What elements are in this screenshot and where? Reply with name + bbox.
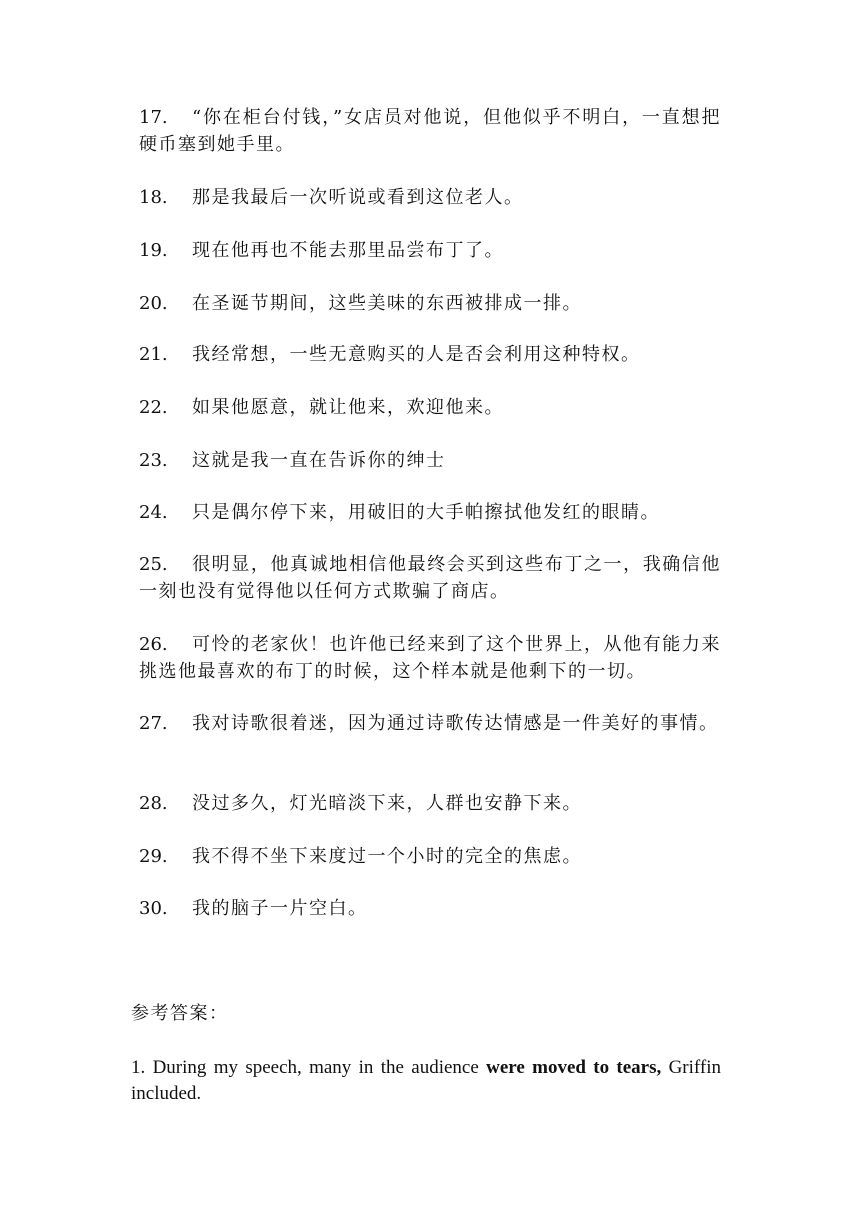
item-text: 我对诗歌很着迷，因为通过诗歌传达情感是一件美好的事情。 — [192, 713, 719, 734]
item-number: 20. — [139, 293, 168, 314]
answer-highlight: were moved to tears, — [486, 1057, 662, 1078]
list-item — [139, 290, 721, 317]
item-number: 28. — [139, 793, 168, 814]
answer-item — [131, 1055, 721, 1107]
list-item — [139, 499, 721, 526]
item-text: 这就是我一直在告诉你的绅士 — [192, 450, 446, 471]
item-text: 只是偶尔停下来，用破旧的大手帕擦拭他发红的眼睛。 — [192, 502, 660, 523]
item-number: 29. — [139, 846, 168, 867]
item-text: 我经常想，一些无意购买的人是否会利用这种特权。 — [192, 344, 641, 365]
list-item — [139, 631, 721, 685]
list-item — [139, 184, 721, 211]
list-item — [139, 394, 721, 421]
item-number: 23. — [139, 450, 168, 471]
item-number: 24. — [139, 502, 168, 523]
list-item — [139, 104, 721, 158]
item-text: 那是我最后一次听说或看到这位老人。 — [192, 187, 524, 208]
item-text: “你在柜台付钱，”女店员对他说，但他似乎不明白，一直想把硬币塞到她手里。 — [139, 107, 721, 155]
list-item — [139, 710, 721, 737]
item-text: 我的脑子一片空白。 — [192, 898, 368, 919]
item-number: 22. — [139, 397, 168, 418]
item-text: 现在他再也不能去那里品尝布丁了。 — [192, 240, 504, 261]
item-text: 可怜的老家伙！也许他已经来到了这个世界上，从他有能力来挑选他最喜欢的布丁的时候，这个样本就是他剩下的一切。 — [139, 634, 721, 682]
item-text: 我不得不坐下来度过一个小时的完全的焦虑。 — [192, 846, 582, 867]
item-number: 18. — [139, 187, 168, 208]
list-item — [139, 551, 721, 605]
item-number: 26. — [139, 634, 168, 655]
item-text: 没过多久，灯光暗淡下来，人群也安静下来。 — [192, 793, 582, 814]
item-text: 在圣诞节期间，这些美味的东西被排成一排。 — [192, 293, 582, 314]
item-number: 27. — [139, 713, 168, 734]
item-text: 很明显，他真诚地相信他最终会买到这些布丁之一，我确信他一刻也没有觉得他以任何方式欺骗了商店。 — [139, 554, 721, 602]
item-number: 19. — [139, 240, 168, 261]
item-text: 如果他愿意，就让他来，欢迎他来。 — [192, 397, 504, 418]
list-item — [139, 843, 721, 870]
item-number: 25. — [139, 554, 168, 575]
item-number: 21. — [139, 344, 168, 365]
list-item — [139, 447, 721, 474]
answers-heading: 参考答案： — [131, 1003, 229, 1024]
list-item — [139, 341, 721, 368]
item-number: 17. — [139, 107, 168, 128]
answer-text: Griffin included. — [131, 1057, 722, 1104]
answer-text: 1. During my speech, many in the audience — [131, 1057, 487, 1078]
list-item — [139, 895, 721, 922]
list-item — [139, 237, 721, 264]
item-number: 30. — [139, 898, 168, 919]
list-item — [139, 790, 721, 817]
